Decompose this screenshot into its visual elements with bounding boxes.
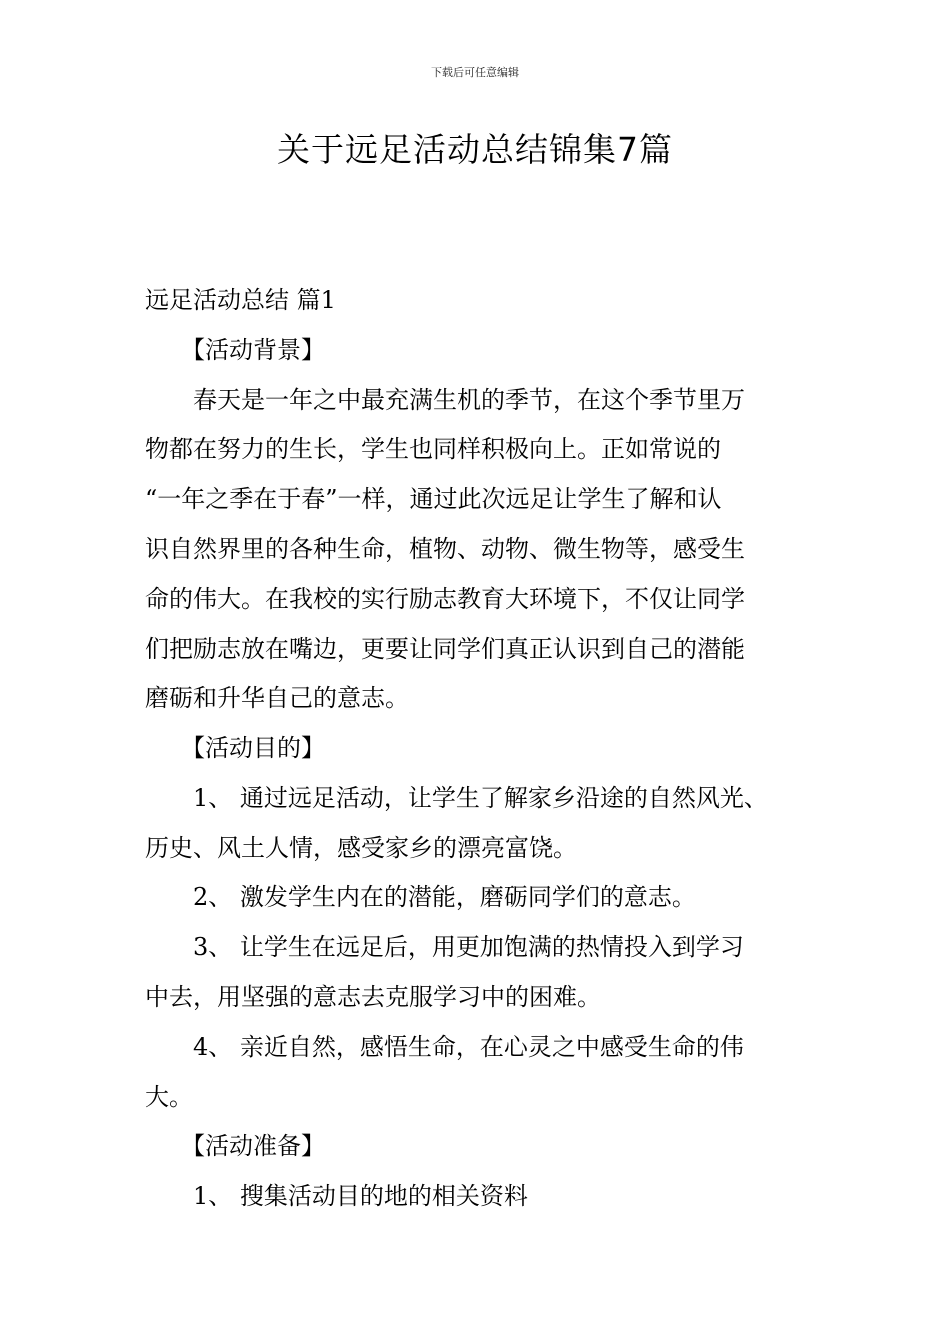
- paragraph-line: 4、 亲近自然，感悟生命，在心灵之中感受生命的伟: [145, 1033, 744, 1061]
- paragraph-line: 3、 让学生在远足后，用更加饱满的热情投入到学习: [145, 933, 744, 961]
- paragraph-line: 历史、风土人情，感受家乡的漂亮富饶。: [145, 834, 577, 862]
- paragraph-line: 【活动准备】: [145, 1132, 325, 1160]
- paragraph-line: “一年之季在于春”一样，通过此次远足让学生了解和认: [145, 485, 722, 513]
- paragraph-line: 【活动目的】: [145, 734, 325, 762]
- paragraph-line: 2、 激发学生内在的潜能，磨砺同学们的意志。: [145, 883, 696, 911]
- paragraph-line: 1、 通过远足活动，让学生了解家乡沿途的自然风光、: [145, 784, 768, 812]
- document-title: 关于远足活动总结锦集7篇: [277, 130, 673, 169]
- header-note: 下载后可任意编辑: [431, 66, 519, 79]
- section-title: 远足活动总结 篇1: [145, 286, 336, 314]
- paragraph-line: 磨砺和升华自己的意志。: [145, 684, 409, 712]
- paragraph-line: 识自然界里的各种生命，植物、动物、微生物等，感受生: [145, 535, 745, 563]
- paragraph-line: 们把励志放在嘴边，更要让同学们真正认识到自己的潜能: [145, 635, 745, 663]
- paragraph-line: 1、 搜集活动目的地的相关资料: [145, 1182, 528, 1210]
- paragraph-line: 中去，用坚强的意志去克服学习中的困难。: [145, 983, 601, 1011]
- paragraph-line: 春天是一年之中最充满生机的季节，在这个季节里万: [145, 386, 745, 414]
- paragraph-line: 物都在努力的生长，学生也同样积极向上。正如常说的: [145, 435, 721, 463]
- paragraph-line: 命的伟大。在我校的实行励志教育大环境下，不仅让同学: [145, 585, 745, 613]
- paragraph-line: 大。: [145, 1083, 193, 1111]
- paragraph-line: 【活动背景】: [145, 336, 325, 364]
